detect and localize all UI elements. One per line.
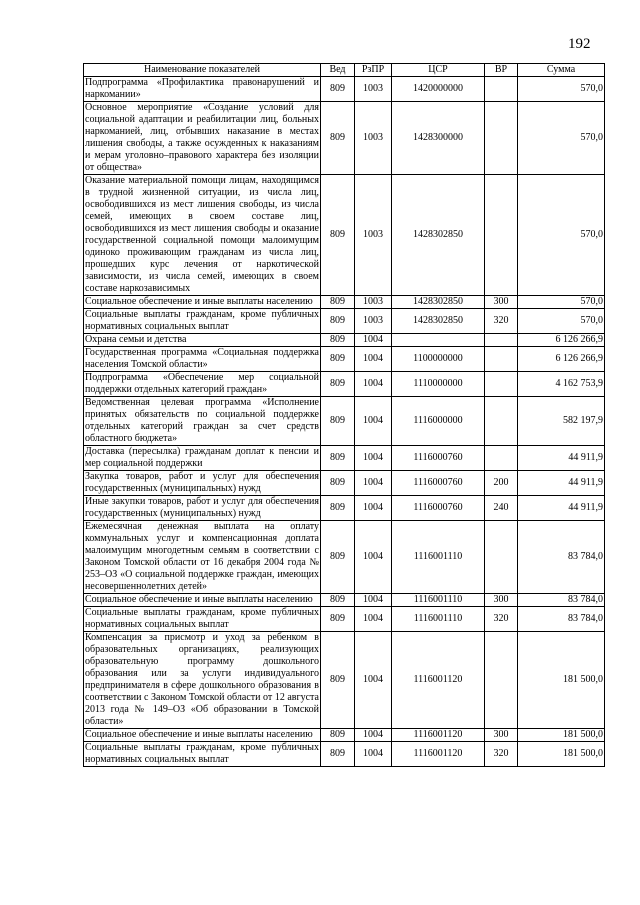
- row-vr: [485, 397, 518, 446]
- row-ved: 809: [321, 632, 355, 729]
- row-name: Социальное обеспечение и иные выплаты населению: [84, 296, 321, 309]
- row-rzpr: 1004: [355, 594, 392, 607]
- row-vr: 300: [485, 729, 518, 742]
- row-vr: [485, 521, 518, 594]
- row-sum: 570,0: [518, 296, 605, 309]
- row-vr: 320: [485, 742, 518, 767]
- row-name: Подпрограмма «Обеспечение мер социальной поддержки отдельных категорий граждан»: [85, 372, 319, 395]
- row-sum: 6 126 266,9: [518, 334, 605, 347]
- row-name: Подпрограмма «Профилактика правонарушений и наркомании»: [85, 77, 319, 100]
- row-name: Социальные выплаты гражданам, кроме публичных нормативных социальных выплат: [85, 309, 319, 332]
- row-vr: 320: [485, 309, 518, 334]
- row-sum: 582 197,9: [518, 397, 605, 446]
- table-row: [84, 742, 605, 767]
- row-ved: 809: [321, 296, 355, 309]
- row-ved: 809: [321, 471, 355, 496]
- row-csr: 1116001120: [392, 742, 485, 767]
- table-row: [84, 334, 605, 347]
- row-ved: 809: [321, 309, 355, 334]
- row-csr: 1428302850: [392, 296, 485, 309]
- row-sum: 570,0: [518, 77, 605, 102]
- row-sum: 6 126 266,9: [518, 347, 605, 372]
- row-sum: 44 911,9: [518, 471, 605, 496]
- header-vr: ВР: [485, 64, 518, 77]
- row-vr: 300: [485, 594, 518, 607]
- row-sum: 4 162 753,9: [518, 372, 605, 397]
- row-csr: 1116001110: [392, 594, 485, 607]
- row-rzpr: 1003: [355, 175, 392, 296]
- row-name: Иные закупки товаров, работ и услуг для обеспечения государственных (муниципальных) нужд: [85, 496, 319, 519]
- table-row: [84, 594, 605, 607]
- row-name: Государственная программа «Социальная поддержка населения Томской области»: [85, 347, 319, 370]
- row-rzpr: 1004: [355, 632, 392, 729]
- table-row: [84, 296, 605, 309]
- row-sum: 570,0: [518, 102, 605, 175]
- row-ved: 809: [321, 334, 355, 347]
- row-ved: 809: [321, 594, 355, 607]
- table-row: [84, 102, 605, 175]
- row-name: Оказание материальной помощи лицам, находящимся в трудной жизненной ситуации, из числа лиц, освободившихся из мест лишения свободы, из числа семей, имеющих в своем составе лиц, освободившихся из мест лишения свободы и оказание государственной социальной помощи малоимущим одиноко проживающим гражданам из числа лиц, прошедших курс лечения от наркотической зависимости, из числа семей, имеющих в своем составе наркозависимых: [85, 175, 319, 294]
- row-csr: 1428302850: [392, 309, 485, 334]
- header-ved: Вед: [321, 64, 355, 77]
- row-csr: 1116000760: [392, 471, 485, 496]
- row-csr: 1116000760: [392, 496, 485, 521]
- row-sum: 83 784,0: [518, 594, 605, 607]
- row-csr: 1428300000: [392, 102, 485, 175]
- row-rzpr: 1004: [355, 347, 392, 372]
- row-vr: [485, 175, 518, 296]
- row-ved: 809: [321, 496, 355, 521]
- row-sum: 570,0: [518, 175, 605, 296]
- row-vr: [485, 446, 518, 471]
- row-vr: 320: [485, 607, 518, 632]
- row-rzpr: 1004: [355, 607, 392, 632]
- row-vr: 200: [485, 471, 518, 496]
- row-name: Закупка товаров, работ и услуг для обеспечения государственных (муниципальных) нужд: [85, 471, 319, 494]
- header-sum: Сумма: [518, 64, 605, 77]
- row-name: Ведомственная целевая программа «Исполнение принятых обязательств по социальной поддержке отдельных категорий граждан за счет средств областного бюджета»: [85, 397, 319, 444]
- table-row: [84, 372, 605, 397]
- row-sum: 570,0: [518, 309, 605, 334]
- table-row: [84, 471, 605, 496]
- row-rzpr: 1004: [355, 471, 392, 496]
- row-rzpr: 1003: [355, 309, 392, 334]
- row-vr: 300: [485, 296, 518, 309]
- row-csr: 1420000000: [392, 77, 485, 102]
- row-sum: 181 500,0: [518, 742, 605, 767]
- row-csr: 1116001120: [392, 632, 485, 729]
- row-rzpr: 1004: [355, 334, 392, 347]
- header-csr: ЦСР: [392, 64, 485, 77]
- row-name: Компенсация за присмотр и уход за ребенком в образовательных организациях, реализующих образовательную программу дошкольного образования или за услуги индивидуального предпринимателя в сфере дошкольного образования в соответствии с Законом Томской области от 12 августа 2013 года № 149–ОЗ «Об образовании в Томской области»: [85, 632, 319, 727]
- row-csr: 1428302850: [392, 175, 485, 296]
- table-row: [84, 309, 605, 334]
- row-name: Доставка (пересылка) гражданам доплат к пенсии и мер социальной поддержки: [85, 446, 319, 469]
- table-header-row: [84, 64, 605, 77]
- row-vr: [485, 347, 518, 372]
- row-name: Социальное обеспечение и иные выплаты населению: [84, 729, 321, 742]
- row-name: Основное мероприятие «Создание условий для социальной адаптации и реабилитации лиц, больных наркоманией, лиц, отбывших наказание в местах лишения свободы, а также осужденных к наказаниям и мерам уголовно–правового характера без изоляции от общества»: [85, 102, 319, 173]
- budget-table: [83, 63, 605, 767]
- table-row: [84, 632, 605, 729]
- table-row: [84, 729, 605, 742]
- row-csr: 1100000000: [392, 347, 485, 372]
- row-csr: 1110000000: [392, 372, 485, 397]
- row-csr: 1116001120: [392, 729, 485, 742]
- page-number: 192: [568, 36, 591, 52]
- header-name: Наименование показателей: [84, 64, 321, 77]
- row-name: Социальные выплаты гражданам, кроме публичных нормативных социальных выплат: [85, 607, 319, 630]
- row-rzpr: 1004: [355, 742, 392, 767]
- row-sum: 83 784,0: [518, 607, 605, 632]
- row-name: Социальные выплаты гражданам, кроме публичных нормативных социальных выплат: [85, 742, 319, 765]
- table-row: [84, 496, 605, 521]
- row-vr: [485, 372, 518, 397]
- row-rzpr: 1004: [355, 729, 392, 742]
- row-name: Охрана семьи и детства: [84, 334, 321, 347]
- row-ved: 809: [321, 729, 355, 742]
- row-vr: [485, 334, 518, 347]
- row-csr: 1116001110: [392, 521, 485, 594]
- row-vr: [485, 77, 518, 102]
- row-ved: 809: [321, 347, 355, 372]
- table-body: [84, 77, 605, 767]
- row-rzpr: 1004: [355, 496, 392, 521]
- table-row: [84, 607, 605, 632]
- row-ved: 809: [321, 446, 355, 471]
- row-ved: 809: [321, 607, 355, 632]
- table-row: [84, 77, 605, 102]
- row-vr: [485, 102, 518, 175]
- row-csr: 1116001110: [392, 607, 485, 632]
- row-ved: 809: [321, 521, 355, 594]
- table-row: [84, 347, 605, 372]
- row-rzpr: 1003: [355, 77, 392, 102]
- row-sum: 181 500,0: [518, 729, 605, 742]
- row-vr: 240: [485, 496, 518, 521]
- table-row: [84, 175, 605, 296]
- row-rzpr: 1004: [355, 521, 392, 594]
- row-rzpr: 1004: [355, 372, 392, 397]
- table-row: [84, 446, 605, 471]
- row-rzpr: 1004: [355, 397, 392, 446]
- row-ved: 809: [321, 372, 355, 397]
- row-csr: 1116000760: [392, 446, 485, 471]
- row-ved: 809: [321, 77, 355, 102]
- row-rzpr: 1004: [355, 446, 392, 471]
- row-sum: 181 500,0: [518, 632, 605, 729]
- row-sum: 44 911,9: [518, 446, 605, 471]
- row-sum: 83 784,0: [518, 521, 605, 594]
- table-row: [84, 521, 605, 594]
- row-ved: 809: [321, 397, 355, 446]
- row-ved: 809: [321, 175, 355, 296]
- row-ved: 809: [321, 742, 355, 767]
- table-row: [84, 397, 605, 446]
- header-rzpr: РзПР: [355, 64, 392, 77]
- row-name: Ежемесячная денежная выплата на оплату коммунальных услуг и компенсационная доплата малоимущим многодетным семьям в соответствии с Законом Томской области от 16 декабря 2004 года № 253–ОЗ «О социальной поддержке граждан, имеющих несовершеннолетних детей»: [85, 521, 319, 592]
- row-rzpr: 1003: [355, 296, 392, 309]
- row-sum: 44 911,9: [518, 496, 605, 521]
- row-name: Социальное обеспечение и иные выплаты населению: [84, 594, 321, 607]
- row-rzpr: 1003: [355, 102, 392, 175]
- row-vr: [485, 632, 518, 729]
- row-csr: 1116000000: [392, 397, 485, 446]
- row-csr: [392, 334, 485, 347]
- row-ved: 809: [321, 102, 355, 175]
